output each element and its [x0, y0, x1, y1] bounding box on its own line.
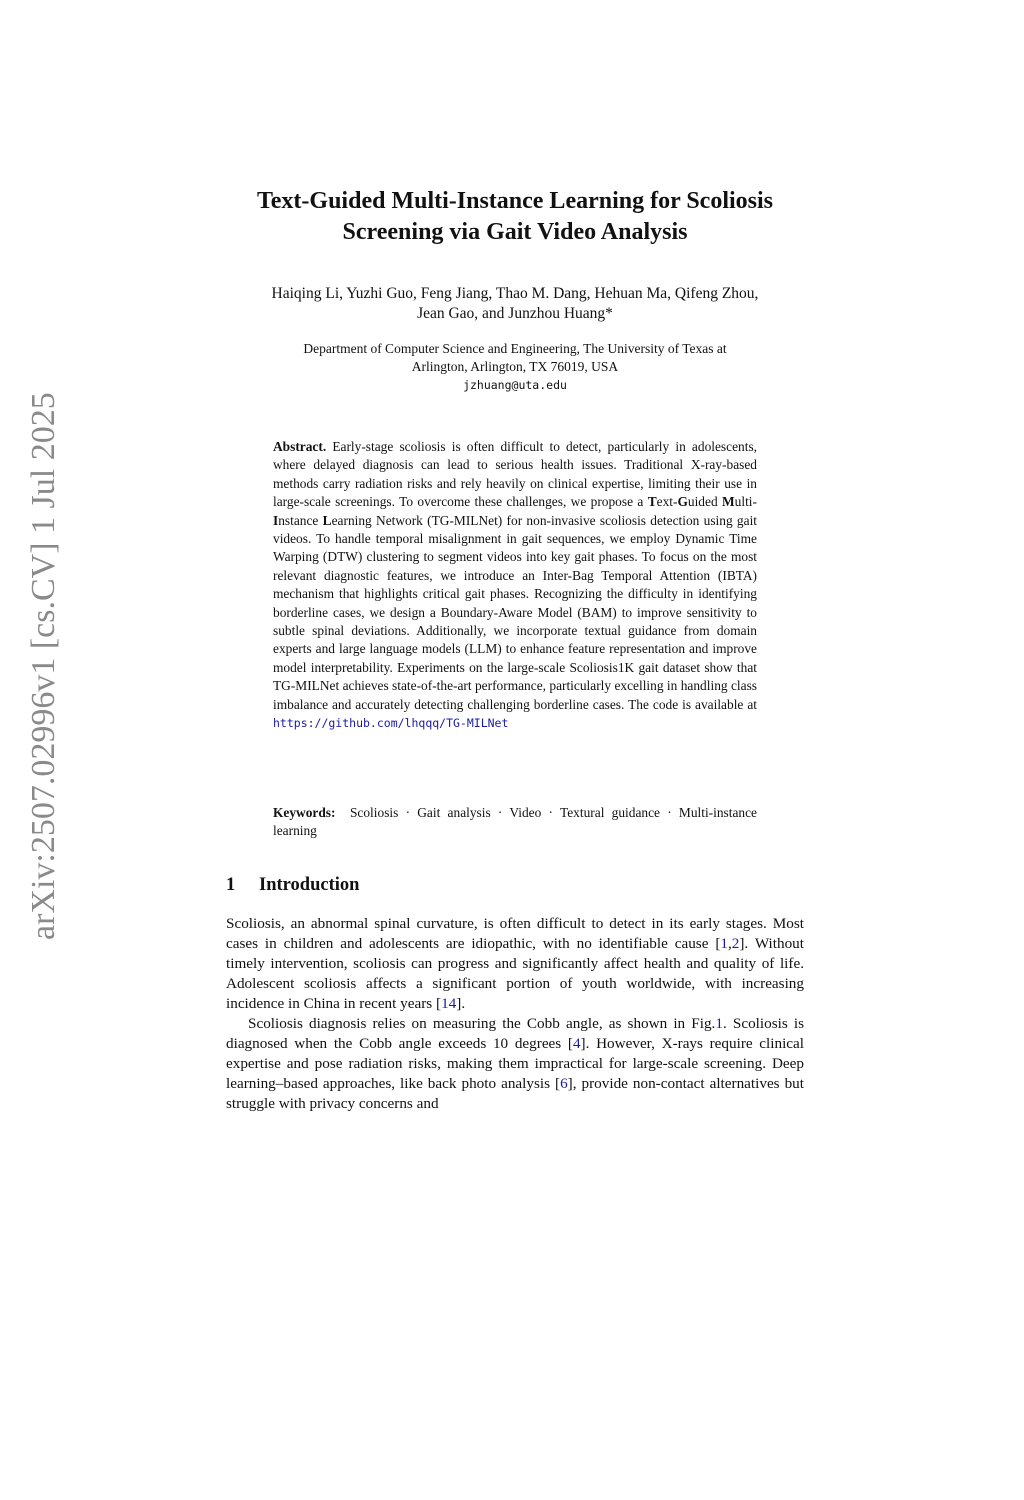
figure-link[interactable]: 1 [715, 1015, 723, 1032]
arxiv-stamp: arXiv:2507.02996v1 [cs.CV] 1 Jul 2025 [25, 392, 62, 940]
affiliation [200, 340, 830, 394]
title-line-1: Text-Guided Multi-Instance Learning for Scoliosis [256, 188, 774, 214]
citation-link[interactable]: 6 [560, 1075, 568, 1092]
acronym-t: T [647, 494, 657, 510]
citation-link[interactable]: 1 [720, 935, 728, 952]
code-link[interactable]: https://github.com/lhqqq/TG-MILNet [273, 716, 509, 731]
p2-text-a: Scoliosis diagnosis relies on measuring the Cobb angle, as shown in Fig. [248, 1015, 716, 1032]
authors-line-1: Haiqing Li, Yuzhi Guo, Feng Jiang, Thao M. Dang, Hehuan Ma, Qifeng Zhou, [271, 285, 759, 302]
citation-link[interactable]: 14 [441, 995, 457, 1012]
abstract-text-2: earning Network (TG-MILNet) for non-invasive scoliosis detection using gait videos. To handle temporal misalignment in gait sequences, we employ Dynamic Time Warping (DTW) clustering to segment videos into key gait phases. To focus on the most relevant diagnostic features, we introduce an Inter-Bag Temporal Attention (IBTA) mechanism that highlights critical gait phases. Recognizing the difficulty in identifying borderline cases, we design a Boundary-Aware Model (BAM) to improve sensitivity to subtle spinal deviations. Additionally, we incorporate textual guidance from domain experts and large language models (LLM) to enhance feature representation and improve model interpretability. Experiments on the large-scale Scoliosis1K gait dataset show that TG-MILNet achieves state-of-the-art performance, particularly excelling in handling class imbalance and accurately detecting challenging borderline cases. The code is available at [273, 512, 758, 712]
abstract [273, 438, 757, 733]
p2-text-d: ], provide non-contact alternatives but struggle with privacy concerns and [226, 1075, 804, 1112]
p1-comma: , [727, 935, 732, 952]
acronym-g-rest: uided [687, 494, 723, 510]
keywords-text: Scoliosis · Gait analysis · Video · Textural guidance · Multi-instance learning [273, 805, 758, 839]
acronym-t-rest: ext- [656, 494, 678, 510]
authors-line-2: Jean Gao, and Junzhou Huang* [417, 305, 613, 322]
paragraph-2 [226, 1014, 804, 1114]
citation-link[interactable]: 2 [731, 935, 740, 952]
title-line-2: Screening via Gait Video Analysis [342, 219, 688, 245]
acronym-i-rest: nstance [278, 512, 323, 528]
p1-text-a: Scoliosis, an abnormal spinal curvature, is often difficult to detect in its early stages. Most cases in children and adolescents are idiopathic, with no identifiable cause [ [226, 915, 804, 952]
keywords [273, 804, 757, 841]
keywords-label: Keywords: [273, 805, 336, 820]
section-heading [226, 873, 359, 897]
acronym-m: M [722, 494, 735, 510]
p2-text-b: . Scoliosis is diagnosed when the Cobb angle exceeds 10 degrees [ [226, 1015, 804, 1052]
affiliation-line-1: Department of Computer Science and Engineering, The University of Texas at [303, 341, 727, 356]
acronym-g: G [677, 494, 688, 510]
arxiv-sidebar [24, 392, 74, 1500]
p1-text-b: ]. Without timely intervention, scoliosis can progress and significantly affect health and quality of life. Adolescent scoliosis affects a significant portion of youth worldwide, with increasing incidence in China in recent years [ [226, 935, 804, 1012]
paper-title [200, 186, 830, 248]
p2-text-c: ]. However, X-rays require clinical expertise and pose radiation risks, making them impractical for large-scale screening. Deep learning–based approaches, like back photo analysis [ [226, 1035, 804, 1092]
abstract-label: Abstract. [273, 439, 327, 454]
section-number: 1 [226, 875, 236, 895]
citation-link[interactable]: 4 [572, 1035, 581, 1052]
acronym-i: I [273, 512, 279, 528]
acronym-m-rest: ulti- [734, 494, 757, 510]
acronym-l: L [322, 512, 332, 528]
paragraph-1 [226, 914, 804, 1014]
author-list [200, 284, 830, 324]
section-title: Introduction [259, 875, 360, 895]
body-text [226, 914, 804, 1114]
affiliation-line-2: Arlington, Arlington, TX 76019, USA [411, 359, 619, 374]
contact-email[interactable]: jzhuang@uta.edu [463, 378, 567, 392]
p1-text-c: ]. [456, 995, 466, 1012]
abstract-text-1: Early-stage scoliosis is often difficult to detect, particularly in adolescents, where delayed diagnosis can lead to serious health issues. Traditional X-ray-based methods carry radiation risks and rely heavily on clinical expertise, limiting their use in large-scale screenings. To overcome these challenges, we propose a [273, 439, 757, 510]
